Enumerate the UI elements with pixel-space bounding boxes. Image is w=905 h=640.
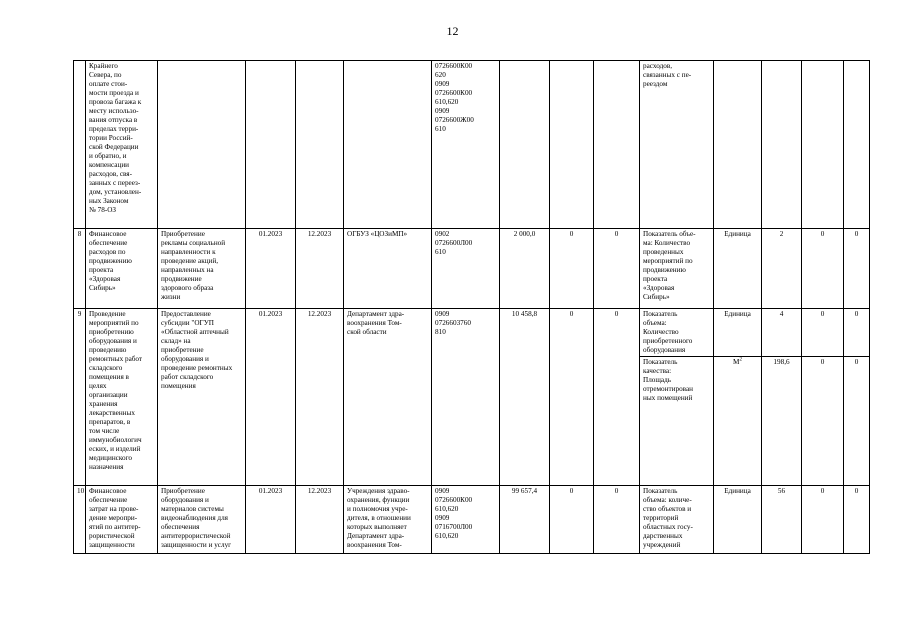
end-date-cell: 12.2023 [296,229,344,309]
kbk-cell: 0909 0726600К00 610,620 0909 0716700Л00 610,620 [432,486,500,554]
unit-cell: Единица [714,309,762,357]
year2-cell: 0 [550,229,594,309]
indicator-year3-cell [844,61,870,229]
amount-cell: 2 000,0 [500,229,550,309]
indicator-year2-cell: 0 [802,357,844,486]
indicator-cell: Показатель объема: Количество приобретенного оборудования [640,309,714,357]
indicator-year2-cell: 0 [802,309,844,357]
amount-cell: 10 458,8 [500,309,550,486]
year3-cell [594,61,640,229]
indicator-value-cell: 2 [762,229,802,309]
table-row [74,309,870,357]
indicator-year2-cell: 0 [802,486,844,554]
measures-table [73,60,870,554]
kbk-cell: 0909 0726603760 810 [432,309,500,486]
executor-cell: Учреждения здраво- охранения, функции и полномочия учре- дителя, в отношении которых выполняет Департамент здра- воохранения Том- [344,486,432,554]
indicator-cell: расходов, связанных с пе- реездом [640,61,714,229]
indicator-year3-cell: 0 [844,486,870,554]
unit-cell: Единица [714,229,762,309]
end-date-cell: 12.2023 [296,309,344,486]
row-number-cell: 8 [74,229,86,309]
indicator-value-cell [762,61,802,229]
table-row [74,229,870,309]
indicator-year3-cell: 0 [844,229,870,309]
unit-cell [714,357,762,486]
year2-cell [550,61,594,229]
start-date-cell [246,61,296,229]
unit-cell: Единица [714,486,762,554]
measure-name-cell: Проведение мероприятий по приобретению оборудования и проведению ремонтных работ складского помещения в целях организации хранения лекарственных препаратов, в том числе иммунобиологич еских, и изделий медицинского назначения [86,309,158,486]
table-row [74,486,870,554]
executor-cell: Департамент здра- воохранения Том- ской области [344,309,432,486]
indicator-value-cell: 198,6 [762,357,802,486]
result-cell [158,61,246,229]
executor-cell: ОГБУЗ «ЦОЗиМП» [344,229,432,309]
amount-cell: 99 657,4 [500,486,550,554]
indicator-year3-cell: 0 [844,357,870,486]
unit-label: М [733,358,740,366]
measure-name-cell: Финансовое обеспечение затрат на прове- дение меропри- ятий по антитер- рористической защищенности [86,486,158,554]
kbk-cell: 0726600К00 620 0909 0726600К00 610,620 0909 0726600Ж00 610 [432,61,500,229]
result-cell: Предоставление субсидии "ОГУП «Областной аптечный склад» на приобретение оборудования и проведение ремонтных работ складского помещения [158,309,246,486]
measure-name-cell: Крайнего Севера, по оплате стои- мости проезда и провоза багажа к месту использо- вания отпуска в пределах терри- тории Россий- ской Федерации и обратно, и компенсации расходов, свя- занных с переез- дом, установлен- ных Законом № 78-ОЗ [86,61,158,229]
start-date-cell: 01.2023 [246,486,296,554]
year2-cell: 0 [550,486,594,554]
start-date-cell: 01.2023 [246,229,296,309]
row-number-cell [74,61,86,229]
year3-cell: 0 [594,309,640,486]
year3-cell: 0 [594,486,640,554]
amount-cell [500,61,550,229]
indicator-cell: Показатель объе- ма: Количество проведенных мероприятий по продвижению проекта «Здоровая Сибирь» [640,229,714,309]
year3-cell: 0 [594,229,640,309]
indicator-year3-cell: 0 [844,309,870,357]
executor-cell [344,61,432,229]
end-date-cell [296,61,344,229]
indicator-value-cell: 56 [762,486,802,554]
indicator-cell: Показатель качества: Площадь отремонтирован ных помещений [640,357,714,486]
start-date-cell: 01.2023 [246,309,296,486]
indicator-cell: Показатель объема: количе- ство объектов и территорий областных госу- дарственных учреждений [640,486,714,554]
page-number: 12 [446,24,459,38]
row-number-cell: 9 [74,309,86,486]
indicator-value-cell: 4 [762,309,802,357]
result-cell: Приобретение оборудования и материалов системы видеонаблюдения для обеспечения антитеррористической защищенности и услуг [158,486,246,554]
table-row [74,61,870,229]
end-date-cell: 12.2023 [296,486,344,554]
indicator-year2-cell [802,61,844,229]
year2-cell: 0 [550,309,594,486]
unit-superscript: 2 [739,357,742,363]
row-number-cell: 10 [74,486,86,554]
unit-cell [714,61,762,229]
kbk-cell: 0902 0726600Л00 610 [432,229,500,309]
result-cell: Приобретение рекламы социальной направленности к проведение акций, направленных на продвижение здорового образа жизни [158,229,246,309]
indicator-year2-cell: 0 [802,229,844,309]
measure-name-cell: Финансовое обеспечение расходов по продвижению проекта «Здоровая Сибирь» [86,229,158,309]
